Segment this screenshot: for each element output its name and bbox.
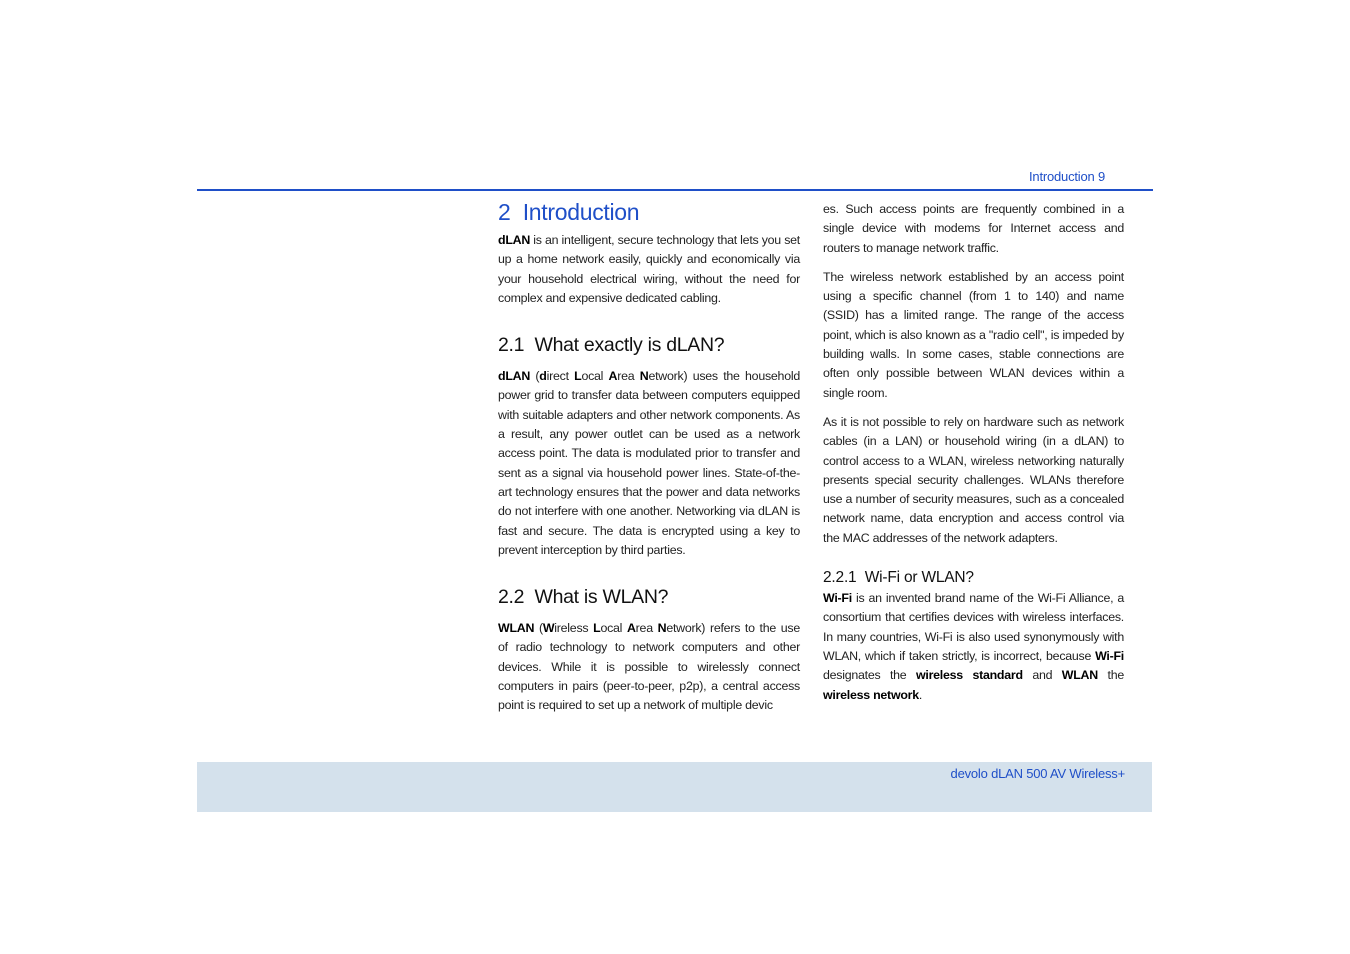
text-run: etwork): [648, 369, 688, 384]
text-run: is an invented brand name of the Wi-Fi Alliance, a consortium that certifies devices with wireless interfaces. In many countries, Wi-Fi is also used synonymously with WLAN, which if taken strictly, is incorrect, because: [823, 591, 1124, 663]
intro-paragraph: [498, 231, 800, 308]
text-run: etwork): [666, 621, 706, 636]
wifi-paragraph: [823, 589, 1124, 705]
text-run: and: [1022, 668, 1062, 683]
text-run: rea: [635, 621, 658, 636]
emphasized-term: W: [542, 621, 555, 636]
wlan-body-part1: refers to the use of radio technology to network computers and other devices. While it is possible to wirelessly connect computers in pairs (peer-to-peer, p2p), a central access point is required to set up a network of multiple devic: [498, 621, 800, 713]
emphasized-term: Wi-Fi: [823, 591, 852, 606]
left-column: [498, 197, 800, 716]
wlan-security-paragraph: As it is not possible to rely on hardware such as network cables (in a LAN) or household wiring (in a dLAN) to control access to a WLAN, wireless networking naturally presents special security challenges. WLANs therefore use a number of security measures, such as a concealed network name, data encryption and access control via the MAC addresses of the network adapters.: [823, 414, 1124, 545]
section-2-1-number: 2.1: [498, 334, 525, 357]
emphasized-term: WLAN: [1061, 668, 1098, 683]
emphasized-term: A: [608, 369, 618, 384]
section-2-2-1-heading: [823, 568, 1124, 588]
emphasized-term: wireless standard: [916, 668, 1023, 683]
wlan-paragraph-continued: es. Such access points are frequently combined in a single device with modems for Internet access and routers to manage network traffic.: [823, 202, 1124, 255]
intro-text: is an intelligent, secure technology that lets you set up a home network easily, quickly and economically via your household electrical wiring, without the need for complex and expensive dedicated cabling.: [498, 233, 800, 305]
dlan-paragraph: [498, 367, 800, 560]
running-header: Introduction 9: [1029, 169, 1105, 184]
dlan-expansion: [530, 369, 687, 383]
section-2-1-title: What exactly is dLAN?: [534, 334, 725, 357]
section-2-2-number: 2.2: [498, 586, 525, 609]
footer-band: [197, 762, 1152, 812]
footer-product-name: devolo dLAN 500 AV Wireless+: [950, 766, 1125, 781]
section-2-1-heading: [498, 332, 800, 358]
emphasized-term: L: [593, 621, 601, 636]
dlan-body: uses the household power grid to transfer data between computers equipped with suitable adapters and other network components. As a result, any power outlet can be used as a network access point. The data is modulated prior to transfer and sent as a signal via household power lines. State-of-the-art technology ensures that the power and data networks do not interfere with one another. Networking via dLAN is fast and secure. The data is encrypted using a key to prevent interception by third parties.: [498, 369, 800, 557]
wireless-range-paragraph: The wireless network established by an access point using a specific channel (from 1 to 140) and name (SSID) has a limited range. The range of the access point, which is also known as a "radio cell", is impeded by building walls. In some cases, stable connections are often only possible between WLAN devices within a single room.: [823, 269, 1124, 400]
section-2-2-1-title: Wi-Fi or WLAN?: [864, 569, 974, 587]
section-2-2-heading: [498, 584, 800, 610]
wlan-term: WLAN: [498, 621, 535, 636]
chapter-number: 2: [498, 199, 511, 225]
emphasized-term: Wi-Fi: [1095, 648, 1124, 663]
emphasized-term: A: [626, 621, 636, 636]
text-run: irect: [546, 369, 575, 384]
text-run: rea: [617, 369, 640, 384]
text-run: (: [534, 621, 543, 636]
text-run: the: [1097, 668, 1124, 683]
wlan-paragraph-start: [498, 619, 800, 715]
wlan-expansion: [534, 621, 705, 635]
text-run: designates the: [823, 668, 916, 683]
text-run: ocal: [581, 369, 609, 384]
text-run: .: [918, 687, 923, 702]
dlan-term: dLAN: [498, 369, 531, 384]
header-rule: [197, 189, 1153, 191]
emphasized-term: wireless network: [823, 687, 919, 702]
text-run: ireless: [554, 621, 594, 636]
emphasized-term: L: [574, 369, 582, 384]
emphasized-term: N: [639, 369, 649, 384]
text-run: (: [530, 369, 540, 384]
text-run: ocal: [600, 621, 627, 636]
right-column: [823, 200, 1124, 705]
chapter-heading: [498, 197, 800, 227]
intro-term: dLAN: [498, 233, 531, 247]
emphasized-term: d: [539, 369, 547, 384]
section-2-2-1-number: 2.2.1: [823, 569, 857, 587]
emphasized-term: N: [657, 621, 667, 636]
section-2-2-title: What is WLAN?: [534, 586, 669, 609]
chapter-title: Introduction: [522, 199, 640, 225]
